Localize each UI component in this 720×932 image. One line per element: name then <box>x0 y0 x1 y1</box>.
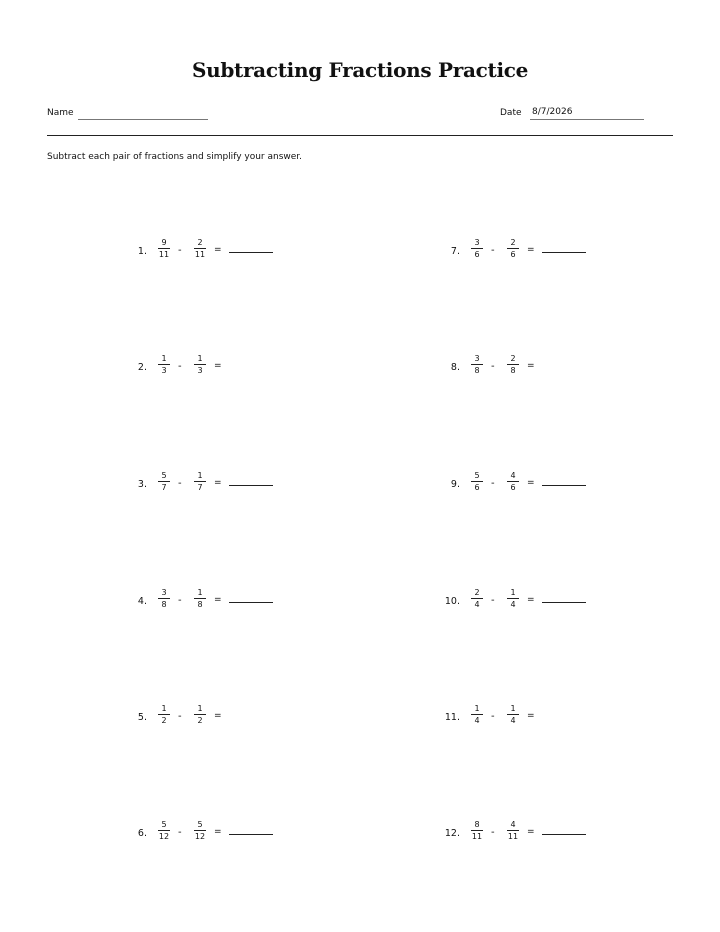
numerator: 3 <box>161 588 167 597</box>
numerator: 5 <box>161 471 167 480</box>
answer-line[interactable] <box>229 834 273 835</box>
answer-line[interactable] <box>542 252 586 253</box>
numerator: 2 <box>510 354 516 363</box>
problem-item <box>121 703 321 733</box>
fraction-b <box>504 237 522 260</box>
fraction-b <box>504 353 522 376</box>
fraction-a <box>155 237 173 260</box>
fraction-a <box>155 470 173 493</box>
date-label: Date <box>500 108 522 118</box>
name-input-line[interactable] <box>78 119 208 120</box>
equals-sign: = <box>214 711 222 721</box>
header-divider <box>47 135 673 136</box>
numerator: 1 <box>197 704 203 713</box>
numerator: 5 <box>197 820 203 829</box>
numerator: 8 <box>474 820 480 829</box>
fraction-b <box>504 587 522 610</box>
problem-number: 9. <box>450 479 460 490</box>
denominator: 11 <box>507 832 519 841</box>
problem-number: 7. <box>450 246 460 257</box>
fraction-b <box>191 470 209 493</box>
denominator: 12 <box>194 832 206 841</box>
numerator: 1 <box>197 588 203 597</box>
equals-sign: = <box>527 478 535 488</box>
fraction-b <box>191 353 209 376</box>
name-field[interactable] <box>47 108 74 118</box>
problem-number: 3. <box>137 479 147 490</box>
fraction-a <box>155 353 173 376</box>
minus-sign: - <box>178 827 182 838</box>
problem-item <box>434 237 634 267</box>
answer-line[interactable] <box>229 252 273 253</box>
denominator: 7 <box>161 483 167 492</box>
minus-sign: - <box>491 827 495 838</box>
numerator: 1 <box>161 704 167 713</box>
denominator: 4 <box>474 600 480 609</box>
fraction-a <box>468 819 486 842</box>
problem-item <box>434 703 634 733</box>
answer-line[interactable] <box>229 485 273 486</box>
answer-line[interactable] <box>542 485 586 486</box>
denominator: 11 <box>471 832 483 841</box>
numerator: 3 <box>474 238 480 247</box>
problem-item <box>434 353 634 383</box>
fraction-a <box>155 819 173 842</box>
denominator: 2 <box>197 716 203 725</box>
denominator: 4 <box>510 716 516 725</box>
denominator: 4 <box>474 716 480 725</box>
denominator: 8 <box>161 600 167 609</box>
minus-sign: - <box>491 711 495 722</box>
equals-sign: = <box>214 595 222 605</box>
minus-sign: - <box>178 711 182 722</box>
problem-item <box>121 470 321 500</box>
minus-sign: - <box>178 595 182 606</box>
problem-item <box>121 353 321 383</box>
answer-line[interactable] <box>542 834 586 835</box>
problem-item <box>121 237 321 267</box>
numerator: 2 <box>474 588 480 597</box>
problem-number: 4. <box>137 596 147 607</box>
equals-sign: = <box>214 245 222 255</box>
denominator: 8 <box>510 366 516 375</box>
equals-sign: = <box>527 711 535 721</box>
fraction-b <box>191 587 209 610</box>
answer-line[interactable] <box>229 602 273 603</box>
problem-number: 12. <box>444 828 460 839</box>
denominator: 6 <box>474 483 480 492</box>
denominator: 11 <box>158 250 170 259</box>
numerator: 1 <box>510 704 516 713</box>
problem-number: 1. <box>137 246 147 257</box>
problem-item <box>121 819 321 849</box>
name-label: Name <box>47 108 74 118</box>
problem-number: 5. <box>137 712 147 723</box>
answer-line[interactable] <box>542 602 586 603</box>
problem-item <box>121 587 321 617</box>
denominator: 6 <box>510 483 516 492</box>
fraction-b <box>191 819 209 842</box>
numerator: 5 <box>474 471 480 480</box>
denominator: 6 <box>474 250 480 259</box>
fraction-b <box>504 470 522 493</box>
numerator: 5 <box>161 820 167 829</box>
equals-sign: = <box>214 478 222 488</box>
fraction-b <box>191 703 209 726</box>
numerator: 2 <box>510 238 516 247</box>
denominator: 12 <box>158 832 170 841</box>
fraction-b <box>504 703 522 726</box>
fraction-b <box>191 237 209 260</box>
denominator: 6 <box>510 250 516 259</box>
denominator: 11 <box>194 250 206 259</box>
numerator: 1 <box>197 471 203 480</box>
fraction-a <box>155 587 173 610</box>
numerator: 4 <box>510 820 516 829</box>
equals-sign: = <box>214 827 222 837</box>
numerator: 1 <box>197 354 203 363</box>
problem-number: 8. <box>450 362 460 373</box>
equals-sign: = <box>527 245 535 255</box>
numerator: 9 <box>161 238 167 247</box>
fraction-a <box>468 587 486 610</box>
worksheet-title: Subtracting Fractions Practice <box>191 58 529 82</box>
numerator: 1 <box>474 704 480 713</box>
problem-number: 6. <box>137 828 147 839</box>
numerator: 1 <box>161 354 167 363</box>
denominator: 3 <box>197 366 203 375</box>
problem-item <box>434 587 634 617</box>
numerator: 3 <box>474 354 480 363</box>
fraction-a <box>468 353 486 376</box>
date-field[interactable] <box>500 108 675 118</box>
equals-sign: = <box>527 361 535 371</box>
problem-number: 2. <box>137 362 147 373</box>
minus-sign: - <box>178 245 182 256</box>
date-value[interactable]: 8/7/2026 <box>530 106 644 120</box>
fraction-a <box>155 703 173 726</box>
instructions: Subtract each pair of fractions and simplify your answer. <box>47 152 303 162</box>
fraction-b <box>504 819 522 842</box>
numerator: 4 <box>510 471 516 480</box>
denominator: 8 <box>197 600 203 609</box>
minus-sign: - <box>491 245 495 256</box>
fraction-a <box>468 703 486 726</box>
denominator: 2 <box>161 716 167 725</box>
problem-number: 10. <box>444 596 460 607</box>
minus-sign: - <box>491 361 495 372</box>
denominator: 7 <box>197 483 203 492</box>
header-fields <box>47 108 673 128</box>
minus-sign: - <box>491 478 495 489</box>
minus-sign: - <box>178 361 182 372</box>
minus-sign: - <box>178 478 182 489</box>
fraction-a <box>468 237 486 260</box>
denominator: 8 <box>474 366 480 375</box>
problem-item <box>434 819 634 849</box>
numerator: 1 <box>510 588 516 597</box>
equals-sign: = <box>527 827 535 837</box>
problem-item <box>434 470 634 500</box>
minus-sign: - <box>491 595 495 606</box>
problem-number: 11. <box>444 712 460 723</box>
fraction-a <box>468 470 486 493</box>
equals-sign: = <box>527 595 535 605</box>
denominator: 3 <box>161 366 167 375</box>
denominator: 4 <box>510 600 516 609</box>
numerator: 2 <box>197 238 203 247</box>
equals-sign: = <box>214 361 222 371</box>
